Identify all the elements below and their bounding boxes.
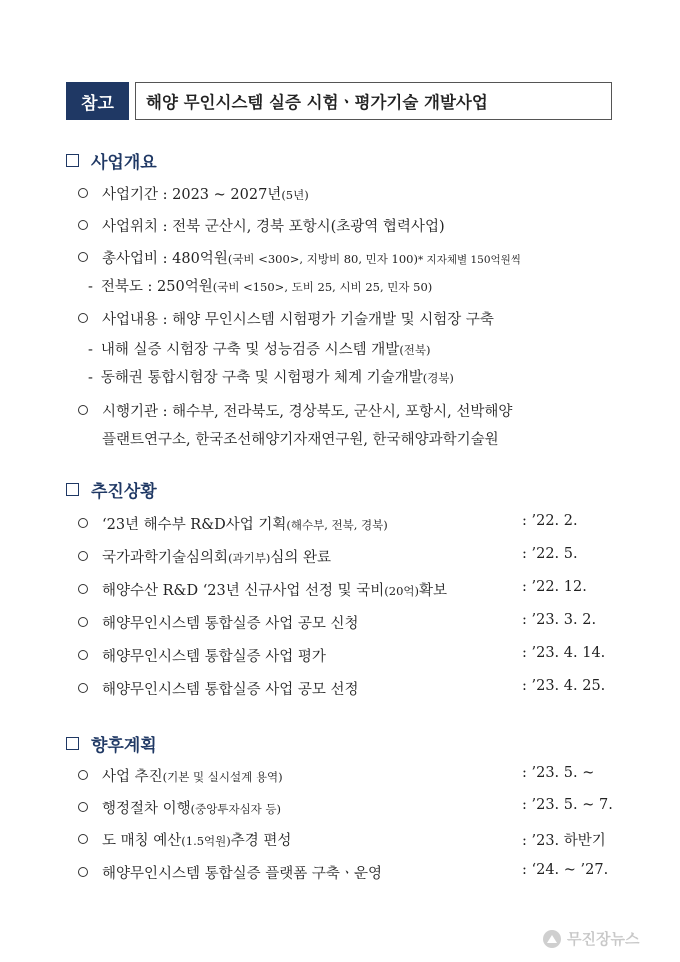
item-date: : ’22. 2. <box>522 513 578 529</box>
circle-bullet-icon <box>78 405 88 415</box>
item-text-after: 추경 편성 <box>230 833 292 849</box>
item-text-after: 확보 <box>418 583 447 599</box>
circle-bullet-icon <box>78 617 88 627</box>
content-sub-1-text: 내해 실증 시험장 구축 및 성능검증 시스템 개발 <box>100 342 400 358</box>
overview-budget <box>78 247 521 268</box>
dash-bullet: - <box>88 279 93 295</box>
budget-note: (국비 <300>, 지방비 80, 민자 100) <box>227 252 418 266</box>
overview-period <box>78 183 309 204</box>
section-title: 추진상황 <box>91 482 157 502</box>
item-date: : ’23. 하반기 <box>522 833 606 849</box>
item-note: (해수부, 전북, 경북) <box>286 518 388 532</box>
list-item <box>78 513 388 534</box>
dash-bullet: - <box>88 342 93 358</box>
list-item <box>78 862 382 883</box>
item-text: 국가과학기술심의회 <box>102 550 229 566</box>
circle-bullet-icon <box>78 770 88 780</box>
item-note: (중앙투자심자 등) <box>190 802 282 816</box>
section-heading-overview <box>66 148 157 173</box>
item-text: 해양무인시스템 통합실증 사업 공모 신청 <box>102 616 359 632</box>
circle-bullet-icon <box>78 802 88 812</box>
item-text: 도 매칭 예산 <box>102 833 182 849</box>
news-logo-icon <box>543 930 561 948</box>
content-text: 사업내용 : 해양 무인시스템 시험평가 기술개발 및 시험장 구축 <box>102 312 494 328</box>
item-date: : ’23. 4. 14. <box>522 645 606 661</box>
section-heading-plan <box>66 731 157 756</box>
section-title: 향후계획 <box>91 736 157 756</box>
period-note: (5년) <box>281 188 309 202</box>
circle-bullet-icon <box>78 584 88 594</box>
watermark <box>543 928 639 949</box>
item-date: : ’23. 4. 25. <box>522 678 606 694</box>
list-item <box>78 678 359 699</box>
watermark-text: 무진장뉴스 <box>567 930 640 948</box>
dash-bullet: - <box>88 370 93 386</box>
list-item <box>78 579 447 600</box>
item-note: (과기부) <box>228 551 271 565</box>
content-sub-2-note: (경북) <box>422 371 454 385</box>
section-title: 사업개요 <box>91 153 157 173</box>
item-date: : ’23. 5. ~ <box>522 765 595 781</box>
circle-bullet-icon <box>78 551 88 561</box>
overview-agency <box>78 400 512 421</box>
item-date: : ’23. 3. 2. <box>522 612 597 628</box>
item-text: ‘23년 해수부 R&D사업 기획 <box>102 517 287 533</box>
list-item <box>78 546 331 567</box>
item-text: 해양수산 R&D ‘23년 신규사업 선정 및 국비 <box>102 583 385 599</box>
item-note: (1.5억원) <box>181 834 231 848</box>
item-date: : ’22. 5. <box>522 546 578 562</box>
square-bullet-icon <box>66 483 79 496</box>
list-item <box>78 797 281 818</box>
circle-bullet-icon <box>78 220 88 230</box>
item-date: : ‘24. ~ ’27. <box>522 862 609 878</box>
circle-bullet-icon <box>78 518 88 528</box>
circle-bullet-icon <box>78 683 88 693</box>
item-text: 행정절차 이행 <box>102 801 191 817</box>
circle-bullet-icon <box>78 313 88 323</box>
content-sub-1-note: (전북) <box>399 343 431 357</box>
list-item <box>78 829 291 850</box>
item-text: 해양무인시스템 통합실증 사업 평가 <box>102 649 326 665</box>
item-date: : ’22. 12. <box>522 579 587 595</box>
list-item <box>78 612 359 633</box>
location-text: 사업위치 : 전북 군산시, 경북 포항시(초광역 협력사업) <box>102 219 445 235</box>
reference-tag: 참고 <box>66 82 129 120</box>
overview-content-sub-2 <box>88 366 454 387</box>
agency-text: 시행기관 : 해수부, 전라북도, 경상북도, 군산시, 포항시, 선박해양 <box>102 404 513 420</box>
budget-text: 총사업비 : 480억원 <box>102 251 228 267</box>
overview-location <box>78 215 445 236</box>
circle-bullet-icon <box>78 834 88 844</box>
section-heading-progress <box>66 477 157 502</box>
item-note: (기본 및 실시설계 용역) <box>162 770 283 784</box>
square-bullet-icon <box>66 154 79 167</box>
page-title: 해양 무인시스템 실증 시험ㆍ평가기술 개발사업 <box>135 82 612 120</box>
overview-content-sub-1 <box>88 338 431 359</box>
circle-bullet-icon <box>78 867 88 877</box>
circle-bullet-icon <box>78 252 88 262</box>
overview-content <box>78 308 494 329</box>
item-date: : ’23. 5. ~ 7. <box>522 797 613 813</box>
item-note: (20억) <box>384 584 419 598</box>
item-text: 사업 추진 <box>102 769 163 785</box>
item-text: 해양무인시스템 통합실증 사업 공모 선정 <box>102 682 359 698</box>
period-text: 사업기간 : 2023 ~ 2027년 <box>102 187 282 203</box>
content-sub-2-text: 동해권 통합시험장 구축 및 시험평가 체계 기술개발 <box>100 370 423 386</box>
circle-bullet-icon <box>78 650 88 660</box>
item-text: 해양무인시스템 통합실증 플랫폼 구축ㆍ운영 <box>102 866 382 882</box>
list-item <box>78 765 283 786</box>
agency-text-2: 플랜트연구소, 한국조선해양기자재연구원, 한국해양과학기술원 <box>102 432 499 448</box>
budget-sub-text: 전북도 : 250억원 <box>100 279 213 295</box>
budget-sub-note: (국비 <150>, 도비 25, 시비 25, 민자 50) <box>212 280 433 294</box>
budget-note-2: * 지자체별 150억원씩 <box>417 254 521 266</box>
title-bar <box>66 82 612 120</box>
item-text-after: 심의 완료 <box>270 550 332 566</box>
square-bullet-icon <box>66 737 79 750</box>
list-item <box>78 645 326 666</box>
overview-budget-sub <box>88 275 432 296</box>
circle-bullet-icon <box>78 188 88 198</box>
overview-agency-cont <box>102 428 499 449</box>
